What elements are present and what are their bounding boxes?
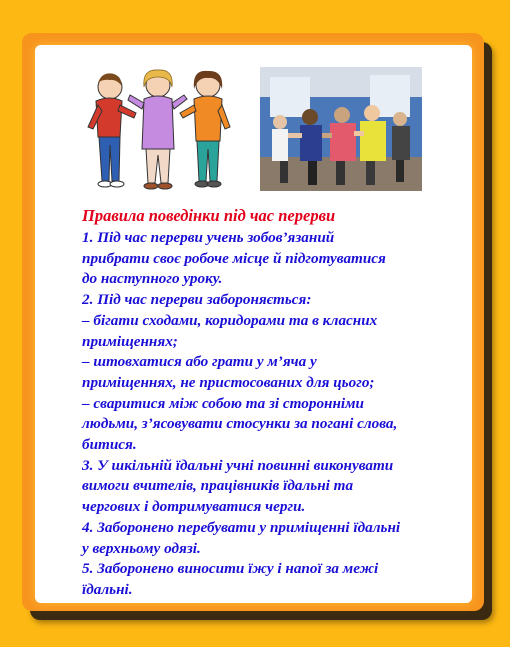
children-cartoon-illustration [80,65,240,195]
rule-line: вимоги вчителів, працівників їдальні та [82,477,354,495]
cartoon-boy-left [88,73,136,187]
photo-scene [260,67,422,191]
rule-line: приміщеннях; [82,332,178,350]
rules-text [82,206,462,601]
rule-line: битися. [82,436,137,454]
rule-line: 5. Заборонено виносити їжу і напої за межі [82,560,379,578]
rule-line: – штовхатися або грати у м’яча у [82,353,317,371]
rule-line: приміщеннях, не пристосованих для цього; [82,373,375,391]
rule-line: людьми, з’ясовувати стосунки за погані слова, [82,415,398,433]
children-playing-photo [260,67,422,191]
rule-line: у верхньому одязі. [82,539,201,557]
rule-line: 1. Під час перерви учень зобов’язаний [82,229,335,246]
cartoon-girl-right [180,71,230,187]
rule-line: чергових і дотримуватися черги. [82,498,306,516]
rule-line: їдальні. [82,580,133,598]
cartoon-girl-middle [128,70,187,189]
rule-line: прибрати своє робоче місце й підготуватися [82,249,386,267]
rule-line: 3. У шкільній їдальні учні повинні виконувати [82,456,394,474]
rule-line: – бігати сходами, коридорами та в класних [82,311,378,329]
rule-line: 4. Заборонено перебувати у приміщенні їдальні [82,518,401,536]
rule-line: 2. Під час перерви забороняється: [82,291,312,309]
rules-title: Правила поведінки під час перерви [82,206,336,225]
rule-line: – сваритися між собою та зі сторонніми [82,394,364,412]
rule-line: до наступного уроку. [82,270,223,288]
